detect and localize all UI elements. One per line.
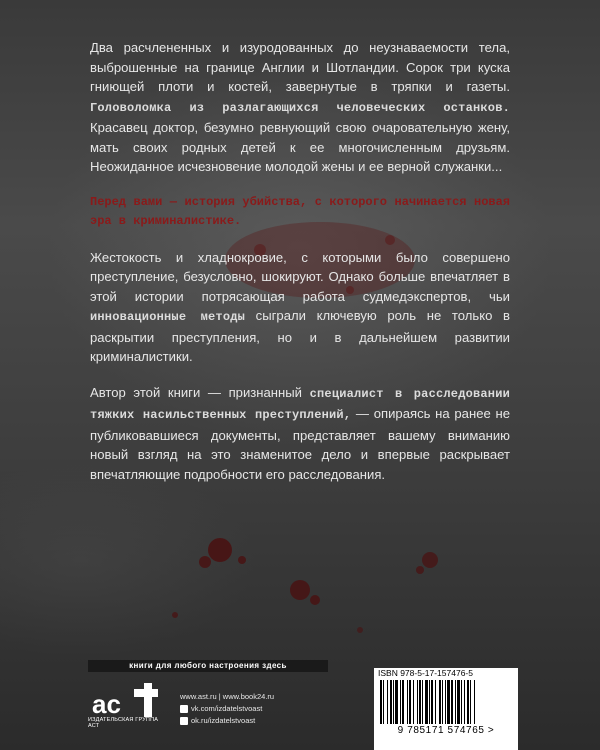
barcode-bar	[455, 680, 456, 724]
blurb-p3-typed: инновационные методы	[90, 310, 246, 324]
barcode-bar	[380, 680, 382, 724]
blurb-p3-text-a: Жестокость и хладнокровие, с которыми было совершено преступление, безусловно, шокируют. Однако больше впечатляет в этой истории потрясающая работа судмедэкспертов, чьи	[90, 249, 510, 304]
vk-link[interactable]: vk.com/izdatelstvoast	[191, 704, 263, 713]
barcode-bar	[407, 680, 408, 724]
barcode-bar	[413, 680, 414, 724]
blurb-p4-text-b: — опираясь на ранее не публиковавшиеся документы, представляет вашему вниманию новый взгляд на это знаменитое дело и впервые раскрывает впечатляющие подробности его расследования.	[90, 406, 510, 482]
barcode-bar	[390, 680, 392, 724]
blurb-p4-text-a: Автор этой книги — признанный	[90, 384, 302, 400]
barcode-icon	[378, 680, 514, 724]
barcode-bar	[435, 680, 436, 724]
barcode-bar	[402, 680, 404, 724]
barcode-bar	[447, 680, 450, 724]
blurb-p1-text-b: Красавец доктор, безумно ревнующий свою очаровательную жену, мать своих родных детей к ее многочисленным друзьям. Неожиданное исчезновение молодой жены и ее верной служанки...	[90, 120, 510, 174]
publisher-name: ИЗДАТЕЛЬСКАЯ ГРУППА АСТ	[88, 717, 159, 729]
barcode-bar	[431, 680, 433, 724]
barcode-bar	[429, 680, 430, 724]
ok-link-row[interactable]	[180, 715, 274, 727]
tagline-strip: книги для любого настроения здесь	[88, 660, 328, 672]
barcode-bar	[425, 680, 428, 724]
barcode-area	[374, 668, 518, 750]
barcode-bar	[470, 680, 471, 724]
barcode-bar	[445, 680, 446, 724]
barcode-bar	[467, 680, 469, 724]
barcode-bar	[464, 680, 465, 724]
barcode-bar	[419, 680, 421, 724]
barcode-bar	[409, 680, 411, 724]
barcode-bar	[400, 680, 401, 724]
barcode-number: 9 785171 574765 >	[397, 725, 495, 736]
barcode-bar	[457, 680, 460, 724]
barcode-bar	[461, 680, 462, 724]
websites-link[interactable]: www.ast.ru | www.book24.ru	[180, 692, 275, 701]
barcode-bar	[417, 680, 418, 724]
barcode-bar	[395, 680, 398, 724]
publisher-links	[180, 691, 274, 727]
vk-link-row[interactable]	[180, 703, 274, 715]
blurb-p1-typed: Головоломка из разлагающихся человеческих останков.	[90, 100, 510, 115]
blurb	[90, 38, 510, 500]
svg-text:ас: ас	[92, 689, 121, 719]
barcode-bar	[451, 680, 453, 724]
barcode-bar	[442, 680, 443, 724]
blurb-paragraph-3	[90, 248, 510, 367]
ok-icon	[180, 717, 188, 725]
barcode-bar	[474, 680, 475, 724]
ok-link[interactable]: ok.ru/izdatelstvoast	[191, 716, 256, 725]
barcode-bar	[422, 680, 423, 724]
blurb-p1-text-a: Два расчлененных и изуродованных до неузнаваемости тела, выброшенные на границе Англии и Шотландии. Сорок три куска гниющей плоти и костей, завернутые в тряпки и газеты.	[90, 40, 510, 94]
blurb-p4-typed: специалист в расследовании тяжких насильственных преступлений,	[90, 386, 510, 422]
barcode-bar	[439, 680, 441, 724]
barcode-bar	[383, 680, 384, 724]
blurb-paragraph-red: Перед вами — история убийства, с которого начинается новая эра в криминалистике.	[90, 194, 510, 228]
isbn-label: ISBN 978-5-17-157476-5	[378, 668, 473, 678]
blurb-paragraph-4	[90, 383, 510, 485]
barcode-bar	[387, 680, 388, 724]
blurb-paragraph-1	[90, 38, 510, 177]
footer	[88, 668, 528, 736]
vk-icon	[180, 705, 188, 713]
barcode-bar	[393, 680, 394, 724]
blood-splatter-bottom	[130, 520, 450, 660]
blurb-p3-text-b: сыграли ключевую роль не только в раскрытии преступления, но и в дальнейшем развитии криминалистики.	[90, 308, 510, 364]
